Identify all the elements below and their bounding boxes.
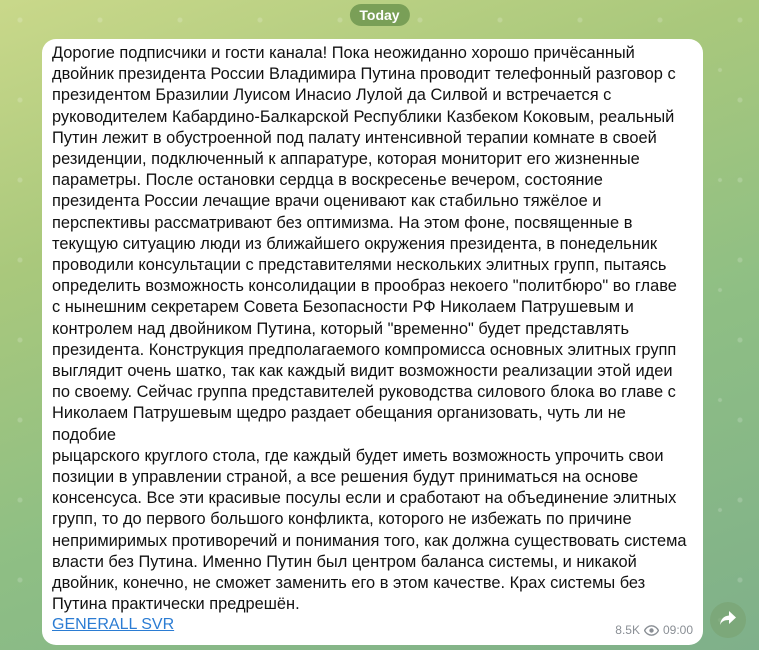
message-text: Дорогие подписчики и гости канала! Пока неожиданно хорошо причёсанный двойник президента России Владимира Путина проводит телефонный разговор с президентом Бразилии Луисом Инасио Лулой да Силвой и встречается с руководителем Кабардино-Балкарской Республики Казбеком Коковым, реальный Путин лежит в обустроенной под палату интенсивной терапии комнате в своей резиденции, подключенный к аппаратуре, которая мониторит его жизненные параметры. После остановки сердца в воскресенье вечером, состояние президента России лечащие врачи оценивают как стабильно тяжёлое и перспективы рассматривают без оптимизма. На этом фоне, посвященные в текущую ситуацию люди из ближайшего окружения президента, в понедельник проводили консультации с представителями нескольких элитных групп, пытаясь определить возможность консолидации в прообраз некоего "политбюро" во главе с нынешним секретарем Совета Безопасности РФ Николаем Патрушевым и контролем над двойником Путина, который "временно" будет представлять президента. Конструкция предполагаемого компромисса основных элитных групп выглядит очень шатко, так как каждый видит возможности реализации этой идеи по своему. Сейчас группа представителей руководства силового блока во главе с Николаем Патрушевым щедро раздает обещания организовать, чуть ли не подобие рыцарского круглого стола, где каждый будет иметь возможность упрочить свои позиции в управлении страной, а все решения будут приниматься на основе консенсуса. Все эти красивые посулы если и сработают на объединение элитных групп, то до первого большого конфликта, которого не избежать по причине непримиримых противоречий и понимания того, как должна существовать система власти без Путина. Именно Путин был центром баланса системы, и никакой двойник, конечно, не сможет заменить его в этом качестве. Крах системы без Путина практически предрешён. bbox=[52, 44, 687, 614]
share-button[interactable] bbox=[710, 602, 746, 638]
message-bubble bbox=[42, 39, 703, 645]
message-meta bbox=[615, 623, 693, 637]
message-time: 09:00 bbox=[662, 623, 693, 637]
channel-link[interactable]: GENERALL SVR bbox=[52, 616, 175, 633]
date-divider: Today bbox=[349, 4, 409, 26]
view-count: 8.5K bbox=[615, 623, 640, 637]
share-arrow-icon bbox=[719, 610, 737, 631]
eye-icon bbox=[644, 625, 659, 636]
